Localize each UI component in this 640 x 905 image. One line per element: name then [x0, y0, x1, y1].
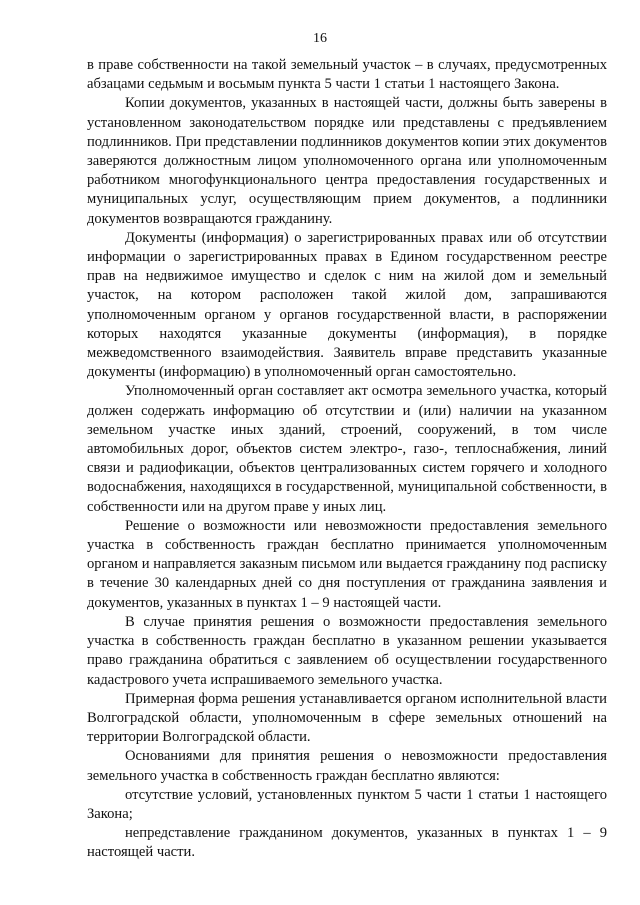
document-body — [87, 56, 607, 863]
paragraph-decision: Решение о возможности или невозможности предоставления земельного участка в собственность граждан бесплатно принимается уполномоченным органом и направляется заказным письмом или выдается гражданину под расписку в течение 30 календарных дней со дня поступления от гражданина заявления и документов, указанных в пунктах 1 – 9 настоящей части. — [87, 517, 607, 611]
paragraph-inspection-act: Уполномоченный орган составляет акт осмотра земельного участка, который должен содержать информацию об отсутствии и (или) наличии на указанном земельном участке иных зданий, строений, сооружений, в том числе автомобильных дорог, объектов систем электро-, газо-, теплоснабжения, линий связи и радиофикации, объектов централизованных систем горячего и холодного водоснабжения, находящихся в государственной, муниципальной собственности, в собственности или на другом праве у иных лиц. — [87, 383, 607, 515]
list-item-ground-1: отсутствие условий, установленных пунктом 5 части 1 статьи 1 настоящего Закона; — [87, 786, 607, 822]
paragraph-decision-form: Примерная форма решения устанавливается органом исполнительной власти Волгоградской области, уполномоченным в сфере земельных отношений на территории Волгоградской области. — [87, 690, 607, 746]
paragraph-registered-rights: Документы (информация) о зарегистрированных правах или об отсутствии информации о зарегистрированных правах в Едином государственном реестре прав на недвижимое имущество и сделок с ним на жилой дом и земельный участок, на котором расположен такой жилой дом, запрашиваются уполномоченным органом у органов государственной власти, в распоряжении которых находятся указанные документы (информация), в порядке межведомственного взаимодействия. Заявитель вправе представить указанные документы (информацию) в уполномоченный орган самостоятельно. — [87, 229, 607, 381]
paragraph-positive-decision: В случае принятия решения о возможности предоставления земельного участка в собственность граждан бесплатно в указанном решении указывается право гражданина обратиться с заявлением об осуществлении государственного кадастрового учета испрашиваемого земельного участка. — [87, 613, 607, 688]
paragraph-continuation: в праве собственности на такой земельный участок – в случаях, предусмотренных абзацами седьмым и восьмым пункта 5 части 1 статьи 1 настоящего Закона. — [87, 57, 607, 93]
page-number: 16 — [313, 31, 327, 46]
paragraph-document-copies: Копии документов, указанных в настоящей части, должны быть заверены в установленном законодательством порядке или представлены с предъявлением подлинников. При представлении подлинников документов копии этих документов заверяются должностным лицом уполномоченного органа или уполномоченным работником многофункционального центра предоставления государственных и муниципальных услуг, осуществляющим прием документов, а подлинники документов возвращаются гражданину. — [87, 95, 607, 227]
list-item-ground-2: непредставление гражданином документов, указанных в пунктах 1 – 9 настоящей части. — [87, 825, 607, 861]
paragraph-refusal-grounds: Основаниями для принятия решения о невозможности предоставления земельного участка в собственность граждан бесплатно являются: — [87, 748, 607, 784]
